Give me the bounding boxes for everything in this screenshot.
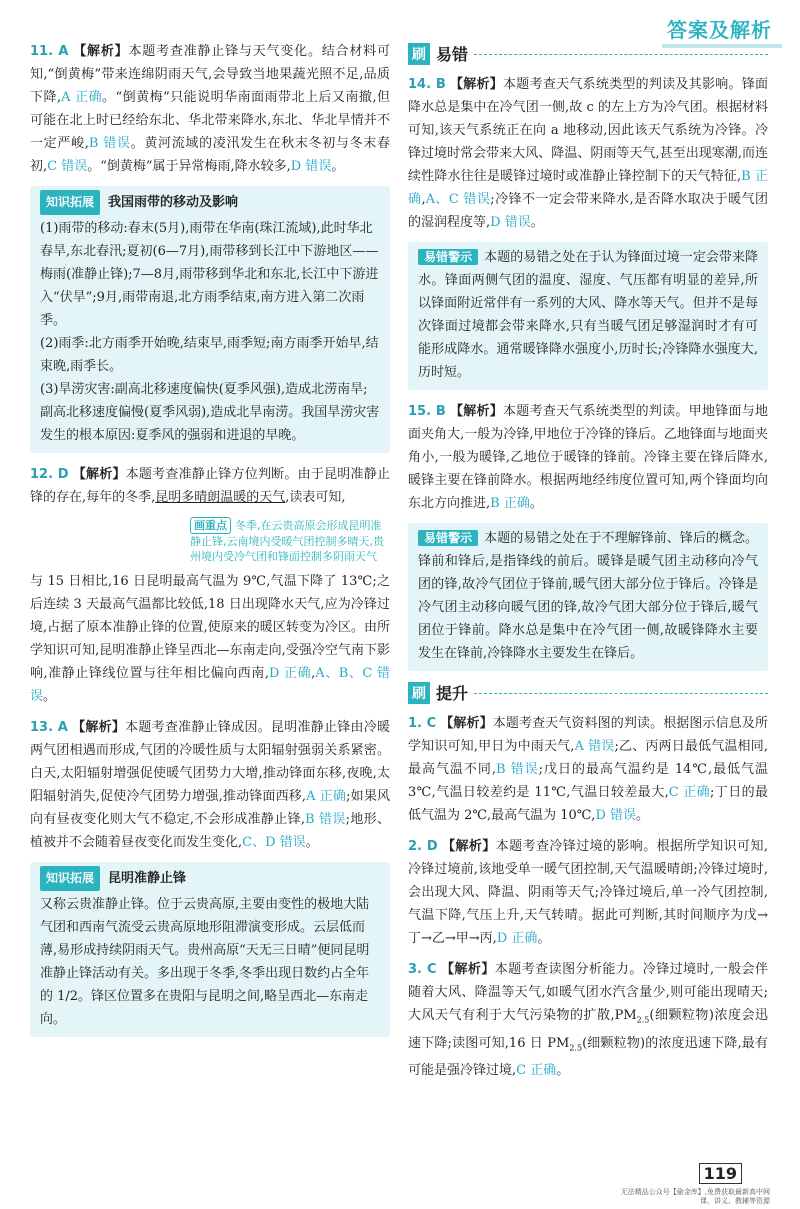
answer-text: 本题考查准静止锋成因。昆明准静止锋由冷暖两气团相遇而形成,气团的冷暖性质与太阳辐射强弱关系紧密。白天,太阳辐射增强促使暖气团势力大增,推动锋面东移,夜晚,太阳辐射消失,促使冷气团势力增强,推动锋面西移, bbox=[30, 720, 390, 804]
answer-text: 本题考查天气系统类型的判读。甲地锋面与地面夹角大,一般为冷锋,甲地位于冷锋的锋后。乙地锋面与地面夹角小,一般为暖锋,乙地位于暖锋的锋前。冷锋主要在锋后降水,暖锋主要在锋前降水。根据两地经纬度位置可知,两个锋面均向东北方向推进, bbox=[408, 404, 768, 511]
analysis-tag: 【解析】 bbox=[72, 44, 129, 59]
option-verdict: D 错误 bbox=[595, 808, 636, 823]
option-verdict: B 错误 bbox=[88, 136, 131, 151]
answer-12-continued bbox=[30, 570, 390, 708]
footer-note: 无法精品公众号【偷金库】,免费获取最新高中网课、讲义、教辅等资源 bbox=[620, 1188, 770, 1205]
answer-14 bbox=[408, 73, 768, 234]
answer-text: 。“倒黄梅”只能说明华南面雨带北上后又南撤,但可能在北上时已经给东北、华北带来降水,东北、华北旱情并不一定严峻, bbox=[30, 90, 390, 151]
note-text: 冬季,在云贵高原会形成昆明准静止锋,云南境内受暖气团控制多晴天,贵州境内受冷气团和锋面控制多阴雨天气 bbox=[190, 519, 384, 563]
answer-text: 本题考查准静止锋方位判断。由于昆明准静止锋的存在,每年的冬季, bbox=[30, 467, 390, 505]
option-verdict: A、B、C 错误 bbox=[30, 666, 390, 704]
answer-text: 。 bbox=[530, 215, 544, 230]
answer-text: 本题考查读图分析能力。冷锋过境时,一般会伴随着大风、降温等天气,如暖气团水汽含量少,则可能出现晴天;大风天气有利于大气污染物的扩散,PM bbox=[408, 962, 768, 1023]
warning-text: 本题的易错之处在于认为锋面过境一定会带来降水。锋面两侧气团的温度、湿度、气压都有明显的差异,所以锋面附近常伴有一系列的大风、降水等天气。但并不是每次锋面过境都会带来降水,只有当暖气团足够湿润时才有可能形成降水。通常暖锋降水强度小,历时长;冷锋降水强度大,历时短。 bbox=[418, 250, 758, 380]
answer-text: 与 15 日相比,16 日昆明最高气温为 9℃,气温下降了 13℃;之后连续 3 天最高气温都比较低,18 日出现降水天气,应为冷锋过境,占据了原本准静止锋的位置,使原来的暖区转变为冷区。由所学知识可知,昆明准静止锋呈西北—东南走向,受强冷空气南下影响,准静止锋线位置与往年相比偏向西南, bbox=[30, 574, 390, 681]
section-header-error-prone bbox=[408, 42, 768, 65]
answer-text: 本题考查天气资料图的判读。根据图示信息及所学知识可知,甲日为中雨天气, bbox=[408, 716, 768, 754]
option-verdict: A 正确 bbox=[61, 90, 103, 105]
extension-title: 我国雨带的移动及影响 bbox=[108, 195, 239, 210]
answer-text: ;如果风向有昼夜变化则大气不稳定,不会形成准静止锋, bbox=[30, 789, 390, 827]
answer-number: 12. D bbox=[30, 467, 69, 482]
option-verdict: B 正确 bbox=[408, 169, 769, 207]
option-verdict: B 错误 bbox=[305, 812, 346, 827]
analysis-tag: 【解析】 bbox=[72, 467, 126, 482]
knowledge-extension-box bbox=[30, 862, 390, 1037]
option-verdict: D 错误 bbox=[490, 215, 531, 230]
answer-text: ;丁日的最低气温为 2℃,最高气温为 10℃, bbox=[408, 785, 768, 823]
extension-badge: 知识拓展 bbox=[40, 866, 100, 891]
extension-badge: 知识拓展 bbox=[40, 190, 100, 215]
answer-text: 。黄河流域的凌汛发生在秋末冬初与冬末春初, bbox=[30, 136, 390, 174]
answer-11 bbox=[30, 40, 390, 178]
answer-text: ;冷锋不一定会带来降水,是否降水取决于暖气团的湿润程度等, bbox=[408, 192, 769, 230]
analysis-tag: 【解析】 bbox=[440, 962, 495, 977]
section-divider bbox=[474, 692, 768, 694]
answer-text: 本题考查准静止锋与天气变化。结合材料可知,“倒黄梅”带来连绵阴雨天气,会导致当地果蔬光照不足,品质下降, bbox=[30, 44, 390, 105]
right-column bbox=[408, 40, 768, 1090]
option-verdict: A 错误 bbox=[574, 739, 615, 754]
answer-text: 。 bbox=[556, 1063, 570, 1079]
answer-text: (细颗粒物)浓度会迅速下降;读图可知,16 日 PM bbox=[408, 1008, 768, 1051]
option-verdict: C 正确 bbox=[668, 785, 711, 800]
analysis-tag: 【解析】 bbox=[440, 716, 493, 731]
answer-text: 。 bbox=[636, 808, 650, 823]
error-warning-box bbox=[408, 242, 768, 390]
brush-icon: 刷 bbox=[408, 682, 430, 704]
separator: , bbox=[421, 192, 426, 207]
answer-p3 bbox=[408, 958, 768, 1082]
extension-paragraph: (2)雨季:北方雨季开始晚,结束早,雨季短;南方雨季开始早,结束晚,雨季长。 bbox=[40, 336, 379, 374]
subscript: 2.5 bbox=[636, 1015, 650, 1025]
separator: , bbox=[311, 666, 316, 681]
subscript: 2.5 bbox=[569, 1043, 583, 1053]
answer-12 bbox=[30, 463, 390, 509]
extension-title: 昆明准静止锋 bbox=[108, 871, 187, 886]
section-divider bbox=[474, 53, 768, 55]
answer-number: 2. D bbox=[408, 839, 438, 854]
option-verdict: B 正确 bbox=[490, 496, 530, 511]
answer-text: 本题考查天气系统类型的判读及其影响。锋面降水总是集中在冷气团一侧,故 c 的左上方为冷气团。根据材料可知,该天气系统正在向 a 地移动,因此该天气系统为冷锋。冷锋过境时常会带来大风、降温、阴雨等天气,甚至出现寒潮,而连续性降水往往是暖锋过境时或准静止锋控制下的天气特征, bbox=[408, 77, 768, 184]
extension-paragraph: 又称云贵准静止锋。位于云贵高原,主要由变性的极地大陆气团和西南气流受云贵高原地形阻滞演变形成。云层低而薄,易形成持续阴雨天气。贵州高原“天无三日晴”便同昆明准静止锋活动有关。多出现于冬季,冬季出现日数约占全年的 1/2。锋区位置多在贵阳与昆明之间,略呈西北—东南走向。 bbox=[40, 897, 370, 1027]
answer-text: ;乙、丙两日最低气温相同,最高气温不同, bbox=[408, 739, 769, 777]
analysis-tag: 【解析】 bbox=[441, 839, 496, 854]
extension-paragraph: (1)雨带的移动:春末(5月),雨带在华南(珠江流域),此时华北春旱,东北春汛;夏初(6—7月),雨带移到长江中下游地区——梅雨(准静止锋);7—8月,雨带移到华北和东北,长江中下游进入“伏旱”;9月,雨带南退,北方雨季结束,南方进入第二次雨季。 bbox=[40, 221, 379, 328]
analysis-tag: 【解析】 bbox=[71, 720, 126, 735]
option-verdict: A、C 错误 bbox=[425, 192, 491, 207]
answer-number: 14. B bbox=[408, 77, 446, 92]
answer-text: 。 bbox=[537, 931, 551, 946]
answer-number: 3. C bbox=[408, 962, 437, 977]
error-warning-box bbox=[408, 523, 768, 671]
brush-icon: 刷 bbox=[408, 43, 430, 65]
option-verdict: B 错误 bbox=[496, 762, 539, 777]
option-verdict: D 正确 bbox=[496, 931, 538, 946]
note-label: 画重点 bbox=[190, 517, 231, 534]
answer-text: 。 bbox=[331, 159, 345, 174]
warning-badge: 易错警示 bbox=[418, 530, 478, 546]
answer-text: (细颗粒物)的浓度迅速下降,最有可能是强冷锋过境, bbox=[408, 1035, 768, 1079]
answer-text: ;地形、植被并不会随着昼夜变化而发生变化, bbox=[30, 812, 390, 850]
answer-number: 11. A bbox=[30, 44, 69, 59]
option-verdict: D 正确 bbox=[268, 666, 312, 681]
analysis-tag: 【解析】 bbox=[449, 77, 504, 92]
answer-15 bbox=[408, 400, 768, 515]
option-verdict: C 错误 bbox=[47, 159, 88, 174]
highlight-note bbox=[190, 517, 390, 564]
answer-13 bbox=[30, 716, 390, 854]
answer-p1 bbox=[408, 712, 768, 827]
option-verdict: A 正确 bbox=[306, 789, 347, 804]
answer-text: ,读表可知, bbox=[285, 490, 346, 505]
answer-text: 本题考查冷锋过境的影响。根据所学知识可知,冷锋过境前,该地受单一暖气团控制,天气温暖晴朗;冷锋过境时,会出现大风、降温、阴雨等天气;冷锋过境后,单一冷气团控制,气温下降,气压上升,天气转晴。据此可判断,其时间顺序为戊→丁→乙→甲→丙, bbox=[408, 839, 768, 946]
option-verdict: C、D 错误 bbox=[242, 835, 306, 850]
answer-number: 13. A bbox=[30, 720, 68, 735]
knowledge-extension-box bbox=[30, 186, 390, 453]
answer-text: 。 bbox=[529, 496, 543, 511]
page-number: 119 bbox=[699, 1164, 742, 1183]
warning-badge: 易错警示 bbox=[418, 249, 478, 265]
option-verdict: D 错误 bbox=[290, 159, 332, 174]
section-header-improvement bbox=[408, 681, 768, 704]
answer-text: 。 bbox=[305, 835, 319, 850]
section-title: 易错 bbox=[436, 45, 469, 64]
underlined-text: 昆明多晴朗温暖的天气 bbox=[155, 490, 286, 505]
section-title: 提升 bbox=[436, 684, 469, 703]
left-column bbox=[30, 40, 390, 1047]
answer-text: ;戊日的最高气温约是 14℃,最低气温 3℃,气温日较差约是 11℃,气温日较差最大, bbox=[408, 762, 769, 800]
option-verdict: C 正确 bbox=[516, 1063, 557, 1079]
answer-number: 15. B bbox=[408, 404, 446, 419]
answer-text: 。 bbox=[43, 689, 57, 704]
answer-text: 。“倒黄梅”属于异常梅雨,降水较多, bbox=[87, 159, 291, 174]
header-title: 答案及解析 bbox=[667, 18, 772, 42]
warning-text: 本题的易错之处在于不理解锋前、锋后的概念。锋前和锋后,是指锋线的前后。暖锋是暖气团主动移向冷气团的锋,故冷气团位于锋前,暖气团大部分位于锋后。冷锋是冷气团主动移向暖气团的锋,故冷气团大部分位于锋后,暖气团位于锋前。降水总是集中在冷气团一侧,故暖锋降水主要发生在锋前,冷锋降水主要发生在锋后。 bbox=[418, 531, 758, 661]
answer-p2 bbox=[408, 835, 768, 950]
answer-number: 1. C bbox=[408, 716, 437, 731]
analysis-tag: 【解析】 bbox=[449, 404, 504, 419]
extension-paragraph: (3)旱涝灾害:副高北移速度偏快(夏季风强),造成北涝南旱;副高北移速度偏慢(夏季风弱),造成北旱南涝。我国旱涝灾害发生的根本原因:夏季风的强弱和进退的早晚。 bbox=[40, 382, 380, 443]
